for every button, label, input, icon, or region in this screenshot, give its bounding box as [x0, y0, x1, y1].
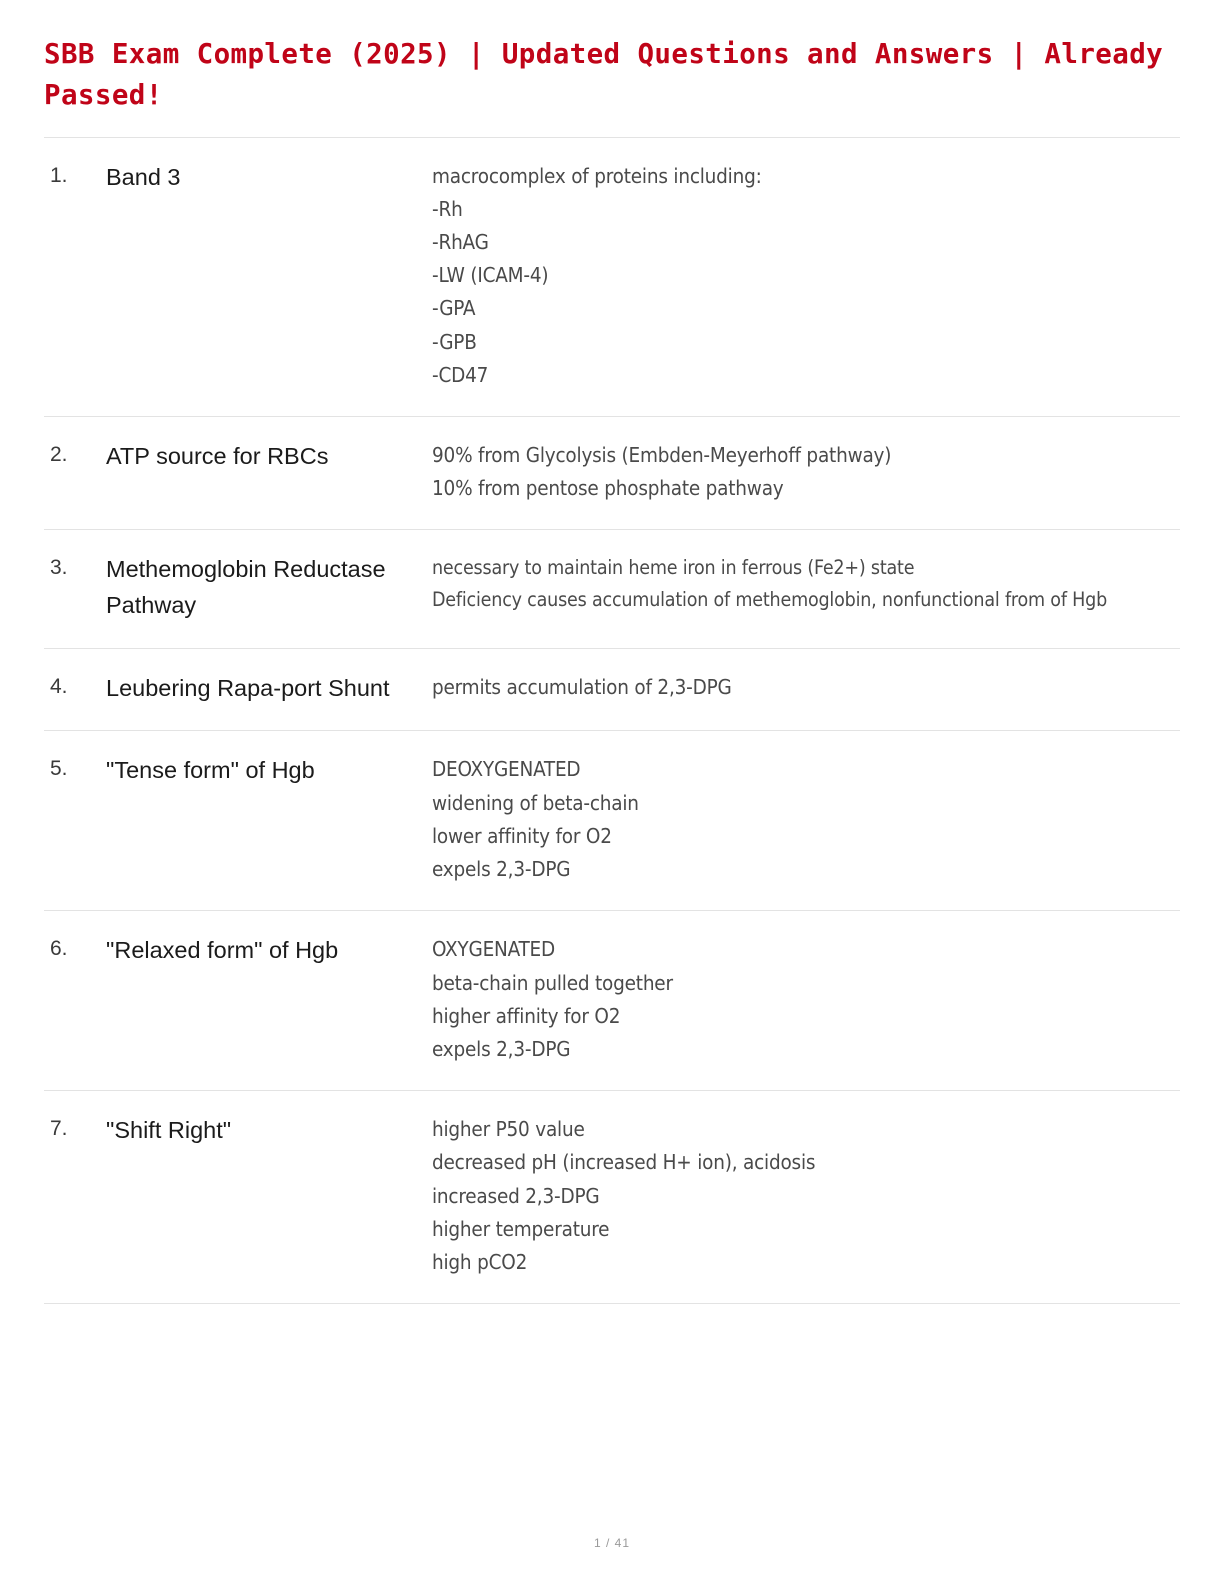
table-row: [44, 137, 1180, 416]
definition-line: 90% from Glycolysis (Embden-Meyerhoff pathway): [432, 442, 892, 467]
entry-number: 3.: [50, 556, 68, 580]
definition-line: 10% from pentose phosphate pathway: [432, 476, 784, 501]
entry-definition: [432, 911, 1180, 1091]
definition-line: -RhAG: [432, 229, 489, 254]
entry-number: 7.: [50, 1117, 68, 1141]
entry-term: "Shift Right": [106, 1117, 232, 1144]
entry-definition: [432, 731, 1180, 911]
definition-line: higher temperature: [432, 1216, 610, 1241]
entry-number: 2.: [50, 442, 68, 466]
definition-line: higher P50 value: [432, 1117, 585, 1142]
page-number: 1 / 41: [593, 1536, 631, 1550]
definition-line: widening of beta-chain: [432, 790, 639, 815]
definition-line: expels 2,3-DPG: [432, 1036, 571, 1061]
definition-line: OXYGENATED: [432, 937, 555, 962]
qa-table: [44, 137, 1180, 1305]
page-title: SBB Exam Complete (2025) | Updated Questions and Answers | Already Passed!: [44, 38, 1164, 112]
definition-line: -GPB: [432, 329, 477, 354]
definition-line: macrocomplex of proteins including:: [432, 163, 762, 188]
definition-line: beta-chain pulled together: [432, 970, 673, 995]
entry-term: "Tense form" of Hgb: [106, 757, 315, 784]
definition-line: -CD47: [432, 362, 489, 387]
entry-term: Leubering Rapa-port Shunt: [106, 674, 390, 701]
definition-line: expels 2,3-DPG: [432, 857, 571, 882]
definition-line: higher affinity for O2: [432, 1003, 621, 1028]
table-row: [44, 731, 1180, 911]
entry-term: Methemoglobin Reductase Pathway: [106, 556, 386, 619]
entry-definition: [432, 137, 1180, 416]
table-row: [44, 648, 1180, 731]
table-row: [44, 530, 1180, 648]
table-row: [44, 911, 1180, 1091]
entry-term: Band 3: [106, 163, 181, 190]
definition-line: increased 2,3-DPG: [432, 1183, 600, 1208]
definition-line: lower affinity for O2: [432, 823, 612, 848]
entry-definition: [432, 530, 1180, 648]
entry-term: ATP source for RBCs: [106, 442, 329, 469]
entry-number: 1.: [50, 163, 68, 187]
definition-line: high pCO2: [432, 1249, 528, 1274]
table-row: [44, 1091, 1180, 1304]
entry-number: 5.: [50, 757, 68, 781]
definition-line: permits accumulation of 2,3-DPG: [432, 674, 732, 699]
definition-line: Deficiency causes accumulation of methemoglobin, nonfunctional from of Hgb: [432, 587, 1108, 611]
entry-term: "Relaxed form" of Hgb: [106, 937, 339, 964]
entry-number: 6.: [50, 937, 68, 961]
definition-line: -LW (ICAM-4): [432, 263, 549, 288]
entry-definition: [432, 416, 1180, 529]
entry-definition: [432, 1091, 1180, 1304]
definition-line: necessary to maintain heme iron in ferrous (Fe2+) state: [432, 556, 915, 580]
table-row: [44, 416, 1180, 529]
entry-definition: [432, 648, 1180, 731]
definition-line: DEOXYGENATED: [432, 757, 581, 782]
entry-number: 4.: [50, 674, 68, 698]
definition-line: -Rh: [432, 196, 463, 221]
definition-line: decreased pH (increased H+ ion), acidosis: [432, 1150, 816, 1175]
definition-line: -GPA: [432, 296, 476, 321]
